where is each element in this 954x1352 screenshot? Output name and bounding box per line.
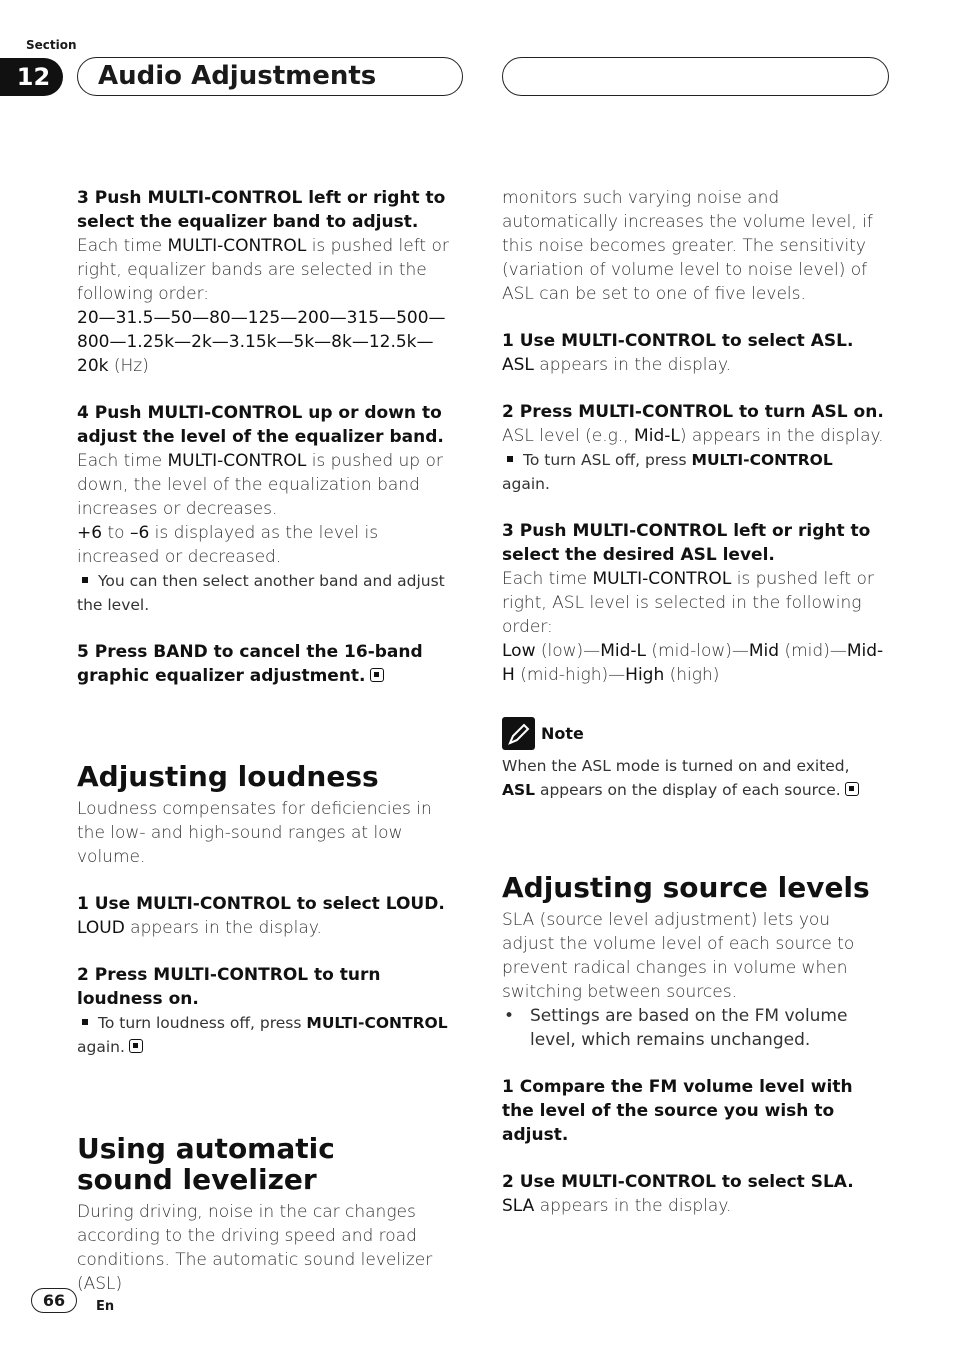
loudness-step-1-body: LOUD appears in the display. bbox=[77, 918, 322, 938]
heading-adjusting-source-levels: Adjusting source levels bbox=[502, 871, 870, 904]
step-4-body: Each time MULTI-CONTROL is pushed up or down, the level of the equalization band increases or decreases. bbox=[77, 451, 443, 519]
section-title: Audio Adjustments bbox=[77, 57, 463, 96]
step-4-heading: 4 Push MULTI-CONTROL up or down to adjust the level of the equalizer band. bbox=[77, 403, 444, 447]
square-bullet-icon bbox=[82, 1019, 88, 1025]
end-mark-icon bbox=[845, 782, 859, 796]
equalizer-band-order: 20—31.5—50—80—125—200—315—500—800—1.25k—2k—3.15k—5k—8k—12.5k—20k (Hz) bbox=[77, 308, 446, 376]
loudness-step-2-heading: 2 Press MULTI-CONTROL to turn loudness on. bbox=[77, 965, 381, 1009]
loudness-step-1-heading: 1 Use MULTI-CONTROL to select LOUD. bbox=[77, 894, 445, 914]
asl-step-1-heading: 1 Use MULTI-CONTROL to select ASL. bbox=[502, 331, 854, 351]
asl-step-3-heading: 3 Push MULTI-CONTROL left or right to select the desired ASL level. bbox=[502, 521, 871, 565]
sla-step-2-body: SLA appears in the display. bbox=[502, 1196, 732, 1216]
asl-intro: During driving, noise in the car changes according to the driving speed and road conditions. The automatic sound levelizer (ASL) bbox=[77, 1202, 433, 1294]
heading-automatic-sound-levelizer: Using automatic sound levelizer bbox=[77, 1132, 335, 1196]
header-empty-pill bbox=[502, 57, 889, 96]
page-number: 66 bbox=[31, 1288, 77, 1313]
sla-step-2-heading: 2 Use MULTI-CONTROL to select SLA. bbox=[502, 1172, 854, 1192]
square-bullet-icon bbox=[82, 577, 88, 583]
note-header bbox=[502, 717, 887, 750]
note-pencil-icon bbox=[502, 717, 535, 750]
asl-level-order: Low (low)—Mid-L (mid-low)—Mid (mid)—Mid-H (mid-high)—High (high) bbox=[502, 641, 884, 685]
square-bullet-icon bbox=[507, 456, 513, 462]
sla-step-1-heading: 1 Compare the FM volume level with the level of the source you wish to adjust. bbox=[502, 1077, 853, 1145]
step-3-heading: 3 Push MULTI-CONTROL left or right to select the equalizer band to adjust. bbox=[77, 188, 446, 232]
sla-intro: SLA (source level adjustment) lets you adjust the volume level of each source to prevent radical changes in volume when switching between sources. bbox=[502, 910, 855, 1002]
heading-adjusting-loudness: Adjusting loudness bbox=[77, 760, 379, 793]
asl-step-2-heading: 2 Press MULTI-CONTROL to turn ASL on. bbox=[502, 402, 884, 422]
right-column bbox=[502, 186, 887, 1218]
step-4-range: +6 to –6 is displayed as the level is increased or decreased. bbox=[77, 523, 379, 567]
step-3-body: Each time MULTI-CONTROL is pushed left or right, equalizer bands are selected in the following order: bbox=[77, 236, 449, 304]
note-text: When the ASL mode is turned on and exited, ASL appears on the display of each source. bbox=[502, 754, 887, 802]
loudness-step-2-note: To turn loudness off, press MULTI-CONTROL again. bbox=[77, 1014, 448, 1056]
asl-step-2-note: To turn ASL off, press MULTI-CONTROL again. bbox=[502, 451, 833, 493]
note-label: Note bbox=[541, 724, 584, 743]
asl-step-3-body: Each time MULTI-CONTROL is pushed left or right, ASL level is selected in the following order: bbox=[502, 569, 874, 637]
section-number-badge: 12 bbox=[0, 58, 63, 96]
left-column bbox=[77, 186, 462, 1296]
language-label: En bbox=[96, 1299, 115, 1314]
asl-step-1-body: ASL appears in the display. bbox=[502, 355, 731, 375]
asl-step-2-body: ASL level (e.g., Mid-L) appears in the display. bbox=[502, 426, 884, 446]
end-mark-icon bbox=[370, 668, 384, 682]
bullet-dot-icon: • bbox=[504, 1006, 515, 1026]
asl-intro-continued: monitors such varying noise and automatically increases the volume level, if this noise becomes greater. The sensitivity (variation of volume level to noise level) of ASL can be set to one of five levels. bbox=[502, 188, 873, 304]
end-mark-icon bbox=[129, 1039, 143, 1053]
sla-bullet: • Settings are based on the FM volume level, which remains unchanged. bbox=[504, 1006, 848, 1050]
section-label: Section bbox=[26, 38, 77, 52]
step-4-note: You can then select another band and adjust the level. bbox=[77, 572, 445, 614]
step-5-heading: 5 Press BAND to cancel the 16-band graphic equalizer adjustment. bbox=[77, 642, 423, 686]
loudness-intro: Loudness compensates for deficiencies in the low- and high-sound ranges at low volume. bbox=[77, 799, 432, 867]
